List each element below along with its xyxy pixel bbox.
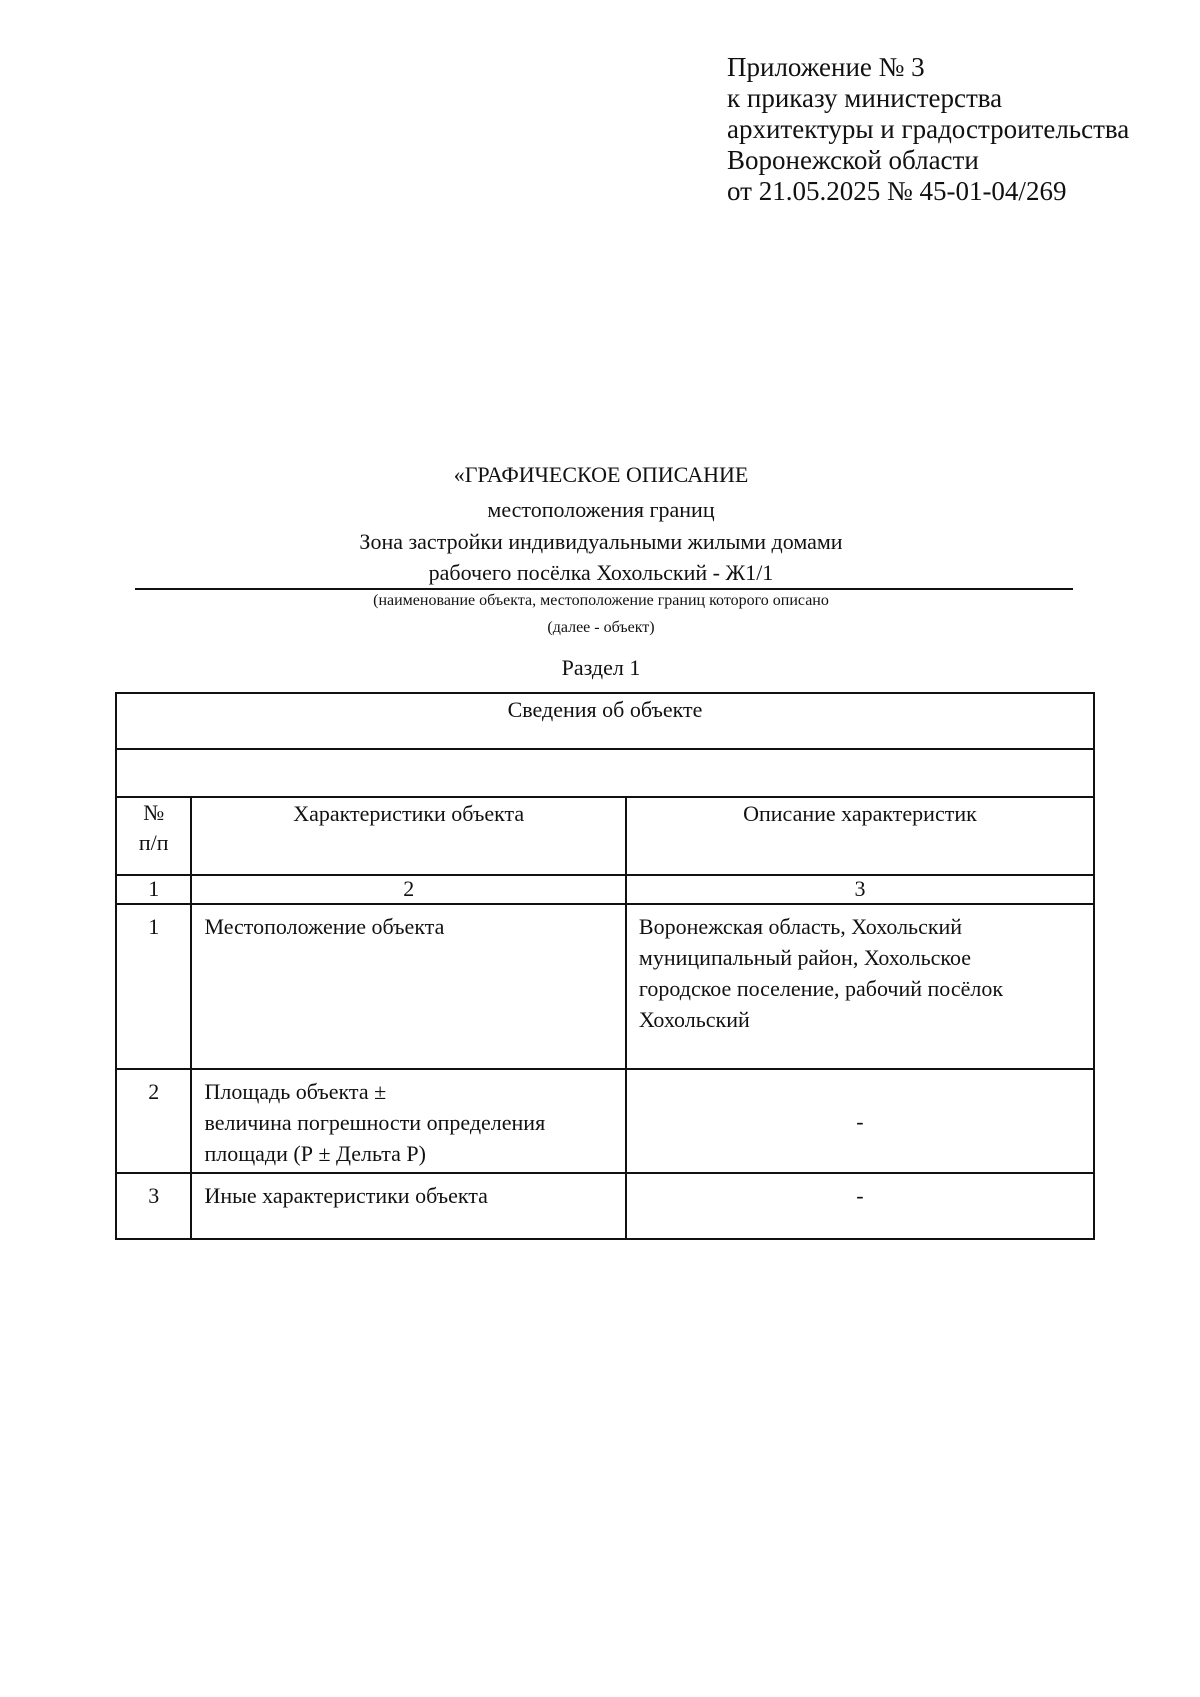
- row-number: 3: [116, 1173, 191, 1239]
- column-index-row: [116, 875, 1094, 904]
- description-line: муниципальный район, Хохольское: [638, 945, 972, 970]
- column-index: 3: [626, 875, 1094, 904]
- row-characteristic: Местоположение объекта: [191, 904, 625, 1069]
- col-header-num-line: №: [143, 800, 165, 825]
- table-header-row: [116, 693, 1094, 749]
- row-description: [626, 904, 1094, 1069]
- appendix-line: Воронежской области: [727, 145, 979, 175]
- col-header-num-line: п/п: [138, 830, 169, 855]
- appendix-line: к приказу министерства: [727, 83, 1003, 113]
- row-characteristic: Иные характеристики объекта: [191, 1173, 625, 1239]
- characteristic-line: площади (Р ± Дельта Р): [204, 1141, 426, 1166]
- appendix-line: Приложение № 3: [727, 52, 925, 82]
- column-index: 1: [116, 875, 191, 904]
- appendix-block: [727, 52, 1129, 207]
- document-title: «ГРАФИЧЕСКОЕ ОПИСАНИЕ: [453, 462, 749, 487]
- table-row: [116, 904, 1094, 1069]
- table-row: [116, 1069, 1094, 1173]
- characteristic-line: Площадь объекта ±: [204, 1079, 387, 1104]
- row-number: 2: [116, 1069, 191, 1173]
- column-index: 2: [191, 875, 625, 904]
- object-name-line: рабочего посёлка Хохольский - Ж1/1: [428, 560, 774, 585]
- table-header: Сведения об объекте: [116, 693, 1094, 749]
- object-name-note: (далее - объект): [547, 619, 655, 636]
- row-description: -: [626, 1173, 1094, 1239]
- column-header-row: [116, 797, 1094, 875]
- col-header-characteristics: Характеристики объекта: [191, 797, 625, 875]
- col-header-description: Описание характеристик: [626, 797, 1094, 875]
- object-name-line: Зона застройки индивидуальными жилыми домами: [359, 529, 843, 554]
- row-characteristic: [191, 1069, 625, 1173]
- object-name-note: (наименование объекта, местоположение границ которого описано: [373, 592, 829, 609]
- row-description: -: [626, 1069, 1094, 1173]
- section-heading: Раздел 1: [561, 655, 641, 680]
- row-number: 1: [116, 904, 191, 1069]
- col-header-num: [116, 797, 191, 875]
- title-subline: местоположения границ: [487, 497, 715, 522]
- appendix-line: от 21.05.2025 № 45-01-04/269: [727, 176, 1067, 206]
- table-row: [116, 1173, 1094, 1239]
- description-line: Хохольский: [638, 1007, 750, 1032]
- characteristic-line: величина погрешности определения: [204, 1110, 546, 1135]
- description-line: городское поселение, рабочий посёлок: [638, 976, 1004, 1001]
- empty-cell: [116, 749, 1094, 797]
- description-line: Воронежская область, Хохольский: [638, 914, 963, 939]
- empty-row: [116, 749, 1094, 797]
- title-underline: [135, 588, 1073, 590]
- object-info-table: [115, 692, 1095, 1240]
- appendix-line: архитектуры и градостроительства: [727, 114, 1130, 144]
